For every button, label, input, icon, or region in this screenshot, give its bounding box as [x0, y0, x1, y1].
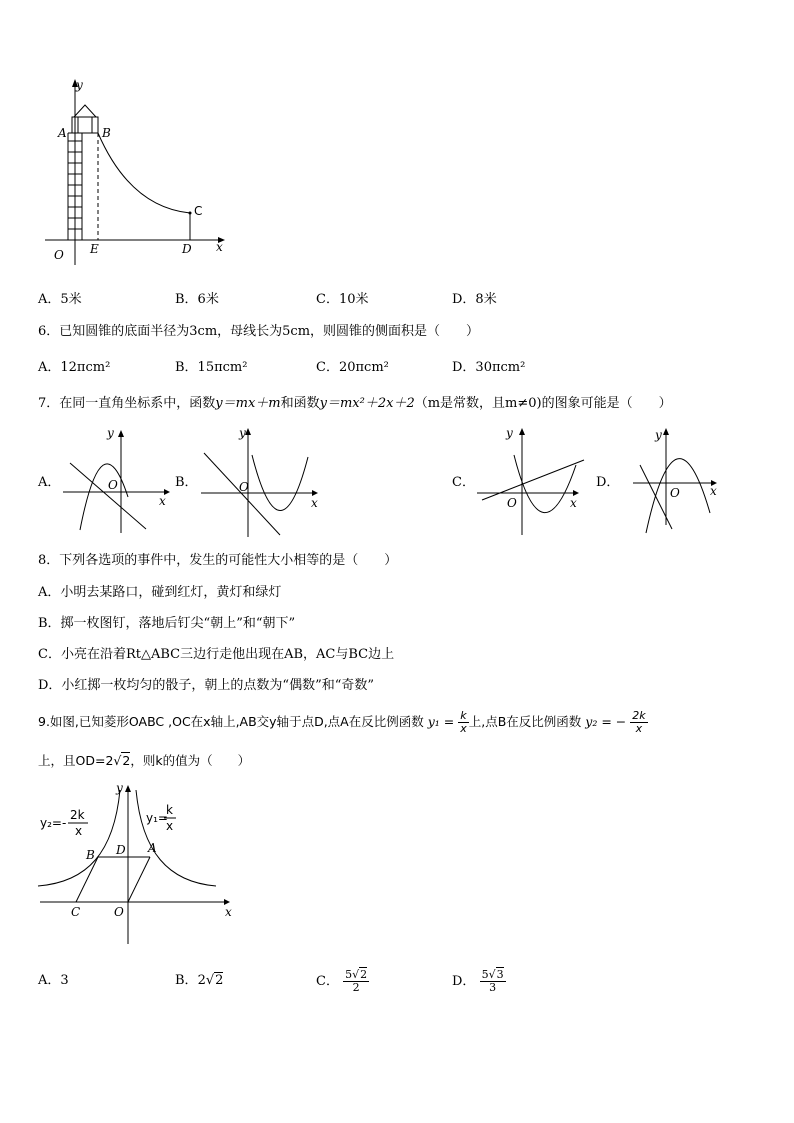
fig9-y1-label: y₁= — [146, 811, 168, 825]
q7b-x: x — [311, 496, 318, 510]
q9-option-d — [452, 962, 506, 1002]
fig5-B: B — [102, 126, 111, 140]
q7-stem-b: 和函数 — [280, 396, 320, 411]
q7-graph-a — [58, 425, 178, 535]
fig9-x-den2: x — [166, 819, 174, 833]
q7-graph-b — [196, 425, 326, 540]
fig5-x: x — [216, 240, 223, 254]
q9-optD-num-rad: 3 — [496, 968, 504, 981]
q7b-O: O — [239, 480, 249, 494]
fig9-k: k — [166, 803, 173, 817]
q7c-O: O — [507, 496, 517, 510]
q9-line2-b: ，则k的值为（ ） — [130, 753, 251, 768]
q6-option-c: C．20πcm² — [316, 360, 389, 375]
q7a-y: y — [107, 426, 114, 440]
q9-y2: y₂ = − — [585, 714, 627, 729]
fig5-A: A — [58, 126, 67, 140]
q9-x-den2: x — [635, 722, 643, 735]
q7-label-a: A． — [38, 475, 61, 490]
ladder-figure — [30, 75, 240, 270]
q9-sqrt2: 2 — [122, 753, 131, 768]
q5-option-b: B．6米 — [175, 292, 219, 307]
q9-stem-a: 9.如图,已知菱形OABC ,OC在x轴上,AB交y轴于点D,点A在反比例函数 — [38, 714, 424, 729]
q9-optB-coef: 2 — [197, 973, 206, 988]
q7b-y: y — [239, 426, 246, 440]
q9-x-den: x — [460, 722, 467, 735]
q8-option-a: A．小明去某路口，碰到红灯，黄灯和绿灯 — [38, 585, 282, 600]
q7d-y: y — [655, 428, 662, 442]
q7a-O: O — [108, 478, 118, 492]
q7-f2: y＝mx²＋2x＋2 — [319, 396, 415, 411]
fig9-y2-label: y₂=- — [40, 816, 67, 830]
q8-option-b: B．掷一枚图钉，落地后钉尖“朝上”和“朝下” — [38, 616, 296, 631]
fig5-y: y — [76, 78, 83, 92]
q5-option-d: D．8米 — [452, 292, 497, 307]
q9-line2-a: 上，且OD=2 — [38, 753, 114, 768]
q9-2k-num: 2k — [632, 709, 646, 722]
q9-y1: y₁ = — [427, 714, 455, 729]
q9-option-c — [316, 962, 369, 1002]
rhombus-figure — [38, 782, 243, 947]
q5-option-a: A．5米 — [38, 292, 82, 307]
q7c-x: x — [570, 496, 577, 510]
q9-k-over-x — [458, 710, 469, 735]
q9-optC-den: 2 — [352, 981, 360, 994]
q7-f1: y＝mx＋m — [215, 396, 281, 411]
q8-stem: 8．下列各选项的事件中，发生的可能性大小相等的是（ ） — [38, 553, 398, 568]
q9-k-num: k — [458, 710, 469, 723]
q6-option-d: D．30πcm² — [452, 360, 526, 375]
fig5-C: C — [194, 204, 203, 218]
fig9-A: A — [148, 841, 157, 855]
q7-stem-c: （m是常数，且m≠0)的图象可能是（ ） — [414, 396, 672, 411]
q7-stem — [38, 395, 672, 413]
fig9-C: C — [71, 905, 81, 919]
q9-option-b: B．2√2 — [175, 973, 224, 988]
q8-option-c: C．小亮在沿着Rt△ABC三边行走他出现在AB，AC与BC边上 — [38, 647, 395, 662]
q9-optD-num-coef: 5 — [481, 968, 489, 981]
q9-optB-rad: 2 — [215, 973, 224, 988]
q7d-x: x — [710, 484, 717, 498]
fig9-D: D — [116, 843, 126, 857]
q6-option-b: B．15πcm² — [175, 360, 248, 375]
fig5-D: D — [182, 242, 192, 256]
q7a-x: x — [159, 494, 166, 508]
q7c-y: y — [506, 426, 513, 440]
q7-graph-d — [628, 425, 728, 535]
q7-label-c: C． — [452, 475, 475, 490]
fig9-y: y — [116, 781, 123, 795]
q7-label-d: D． — [596, 475, 620, 490]
q5-option-c: C．10米 — [316, 292, 369, 307]
q9-optC-frac: $\frac{5√2}{2}$ — [345, 968, 368, 994]
fig9-O: O — [114, 905, 124, 919]
q9-optD-label: D． — [452, 974, 476, 989]
q7-label-b: B． — [175, 475, 198, 490]
q9-stem-line2: 上，且OD=2√2，则k的值为（ ） — [38, 753, 251, 768]
fig9-B: B — [86, 848, 95, 862]
q9-mid: 上,点B在反比例函数 — [468, 714, 582, 729]
q7d-O: O — [670, 486, 680, 500]
q9-optC-num-rad: 2 — [360, 968, 368, 981]
q9-optB-label: B． — [175, 973, 198, 988]
fig5-E: E — [90, 242, 99, 256]
q7-graph-c — [472, 425, 592, 540]
q9-optD-frac: $\frac{5√3}{3}$ — [481, 968, 504, 994]
fig9-x-den: x — [75, 824, 83, 838]
q9-optD-den: 3 — [489, 981, 497, 994]
q9-option-a: A．3 — [38, 973, 69, 988]
q8-option-d: D．小红掷一枚均匀的骰子，朝上的点数为“偶数”和“奇数” — [38, 678, 375, 693]
q6-stem: 6．已知圆锥的底面半径为3cm，母线长为5cm，则圆锥的侧面积是（ ） — [38, 324, 480, 339]
q9-2k-over-x — [630, 710, 647, 735]
q9-optC-label: C． — [316, 974, 339, 989]
q6-option-a: A．12πcm² — [38, 360, 111, 375]
fig9-2k: 2k — [70, 808, 85, 822]
q7-stem-a: 7．在同一直角坐标系中，函数 — [38, 396, 216, 411]
fig9-x: x — [225, 905, 232, 919]
fig5-O: O — [54, 248, 64, 262]
q9-optC-num-coef: 5 — [345, 968, 353, 981]
q9-stem-line1 — [38, 704, 648, 740]
